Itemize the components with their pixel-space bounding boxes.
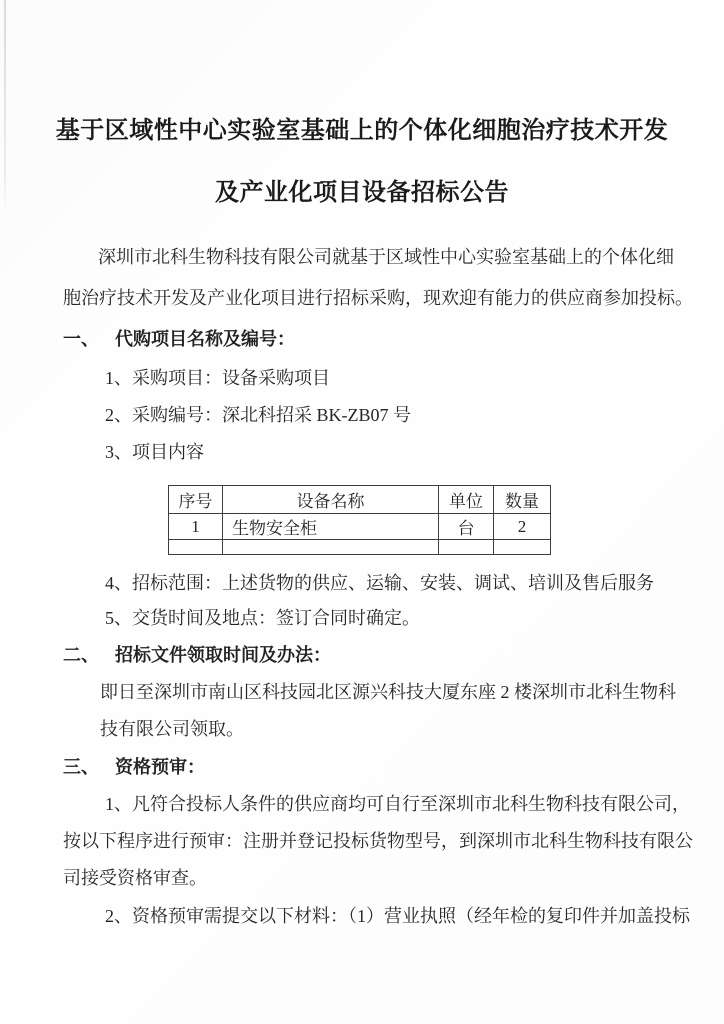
section1-number: 一、 [63,329,99,349]
header-unit: 单位 [439,486,494,514]
section2-number: 二、 [63,645,99,665]
cell-qty [494,540,551,555]
section2-body-line2: 技有限公司领取。 [100,719,244,739]
intro-paragraph-line1: 深圳市北科生物科技有限公司就基于区域性中心实验室基础上的个体化细 [98,247,674,267]
cell-unit: 台 [439,514,494,540]
section1-item4: 4、招标范围：上述货物的供应、运输、安装、调试、培训及售后服务 [105,573,654,593]
equipment-table-header-row [169,486,551,514]
section2-body-line1: 即日至深圳市南山区科技园北区源兴科技大厦东座 2 楼深圳市北科生物科 [100,682,676,702]
section1-heading-label: 代购项目名称及编号： [115,329,295,349]
header-seq: 序号 [169,486,223,514]
section3-item1-line2: 按以下程序进行预审：注册并登记投标货物型号，到深圳市北科生物科技有限公 [63,831,693,851]
cell-name [223,540,439,555]
document-title-line1: 基于区域性中心实验室基础上的个体化细胞治疗技术开发 [55,118,669,144]
cell-seq [169,540,223,555]
cell-name: 生物安全柜 [223,514,439,540]
table-row-empty [169,540,551,555]
section1-item1: 1、采购项目：设备采购项目 [105,368,330,388]
document-title-line2: 及产业化项目设备招标公告 [215,180,509,206]
section3-heading [63,757,205,779]
section1-item3: 3、项目内容 [105,442,204,462]
section3-item2-line1: 2、资格预审需提交以下材料：（1）营业执照（经年检的复印件并加盖投标 [105,906,690,926]
section1-item2: 2、采购编号：深北科招采 BK-ZB07 号 [105,405,411,425]
section3-number: 三、 [63,757,99,777]
section3-item1-line3: 司接受资格审查。 [63,868,207,888]
section2-heading-label: 招标文件领取时间及办法： [115,645,331,665]
table-row [169,514,551,540]
section3-heading-label: 资格预审： [115,757,205,777]
header-name: 设备名称 [223,486,439,514]
section2-heading [63,645,331,667]
cell-qty: 2 [494,514,551,540]
cell-unit [439,540,494,555]
section1-item5: 5、交货时间及地点：签订合同时确定。 [105,608,420,628]
header-qty: 数量 [494,486,551,514]
section1-heading [63,329,295,351]
section3-item1-line1: 1、凡符合投标人条件的供应商均可自行至深圳市北科生物科技有限公司， [105,794,690,814]
equipment-table [168,485,551,555]
intro-paragraph-line2: 胞治疗技术开发及产业化项目进行招标采购，现欢迎有能力的供应商参加投标。 [63,288,693,308]
cell-seq: 1 [169,514,223,540]
